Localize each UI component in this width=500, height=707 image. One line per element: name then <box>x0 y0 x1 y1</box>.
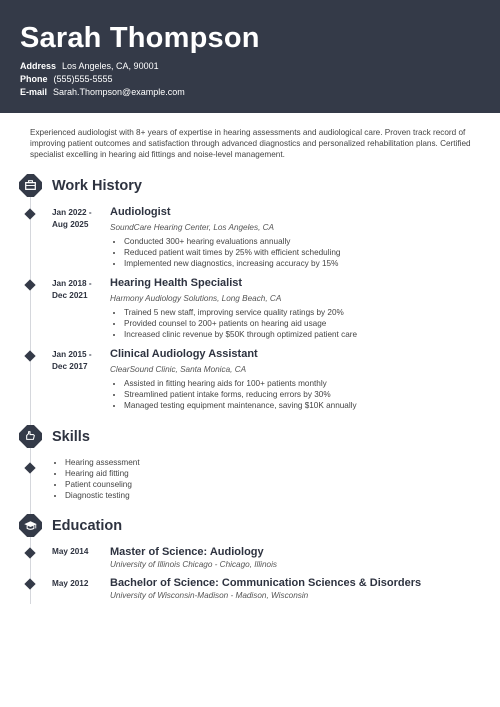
job-title: Clinical Audiology Assistant <box>110 348 258 360</box>
job-date-start: Jan 2022 - <box>52 208 92 217</box>
address-value: Los Angeles, CA, 90001 <box>62 61 159 71</box>
timeline-marker <box>24 350 35 361</box>
job-date-start: Jan 2018 - <box>52 279 92 288</box>
education-school: University of Illinois Chicago - Chicago, Illinois <box>110 560 278 569</box>
email-label: E-mail <box>20 87 48 97</box>
job-company: Harmony Audiology Solutions, Long Beach, CA <box>110 294 282 303</box>
phone-label: Phone <box>20 74 48 84</box>
email-value: Sarah.Thompson@example.com <box>53 87 185 97</box>
job-title: Hearing Health Specialist <box>110 277 243 289</box>
job-date <box>52 278 102 302</box>
contact-email <box>20 86 185 98</box>
job-bullet: • Provided counsel to 200+ patients on hearing aid usage <box>124 318 357 329</box>
contact-address <box>20 60 159 72</box>
job-company: ClearSound Clinic, Santa Monica, CA <box>110 365 247 374</box>
job-bullet: • Managed testing equipment maintenance, saving $10K annually <box>124 400 357 411</box>
education-degree: Master of Science: Audiology <box>110 546 264 558</box>
job-bullet: • Increased clinic revenue by $50K through optimized patient care <box>124 329 357 340</box>
briefcase-icon <box>19 174 42 197</box>
timeline-marker <box>24 462 35 473</box>
contact-phone <box>20 73 113 85</box>
job-date-end: Dec 2021 <box>52 291 88 300</box>
education-date: May 2012 <box>52 579 89 588</box>
skills-heading: Skills <box>52 429 90 445</box>
job-date-end: Dec 2017 <box>52 362 88 371</box>
work-history-heading: Work History <box>52 178 142 194</box>
education-school: University of Wisconsin-Madison - Madison, Wisconsin <box>110 591 309 600</box>
timeline-marker <box>24 547 35 558</box>
job-bullet: • Streamlined patient intake forms, reducing errors by 30% <box>124 389 357 400</box>
job-bullets <box>110 236 341 270</box>
timeline-marker <box>24 578 35 589</box>
education-heading: Education <box>52 518 123 534</box>
job-company: SoundCare Hearing Center, Los Angeles, CA <box>110 223 274 232</box>
skill-item: • Patient counseling <box>65 479 140 490</box>
job-bullet: • Assisted in fitting hearing aids for 100+ patients monthly <box>124 378 357 389</box>
job-bullet: • Reduced patient wait times by 25% with efficient scheduling <box>124 247 341 258</box>
job-title: Audiologist <box>110 206 171 218</box>
timeline-marker <box>24 279 35 290</box>
skill-item: • Diagnostic testing <box>65 490 140 501</box>
job-date <box>52 349 102 373</box>
job-bullets <box>110 307 357 341</box>
job-date <box>52 207 102 231</box>
job-bullet: • Conducted 300+ hearing evaluations annually <box>124 236 341 247</box>
education-degree: Bachelor of Science: Communication Sciences & Disorders <box>110 577 422 589</box>
hand-icon <box>19 425 42 448</box>
job-date-start: Jan 2015 - <box>52 350 92 359</box>
resume-header <box>0 0 500 113</box>
address-label: Address <box>20 61 57 71</box>
job-bullet: • Trained 5 new staff, improving service quality ratings by 20% <box>124 307 357 318</box>
phone-value: (555)555-5555 <box>53 74 113 84</box>
education-date: May 2014 <box>52 547 89 556</box>
skill-item: • Hearing aid fitting <box>65 468 140 479</box>
timeline-marker <box>24 208 35 219</box>
timeline-line <box>30 194 31 604</box>
skill-item: • Hearing assessment <box>65 457 140 468</box>
job-date-end: Aug 2025 <box>52 220 89 229</box>
professional-summary: Experienced audiologist with 8+ years of expertise in hearing assessments and audiological care. Proven track record of improving patient outcomes and satisfaction through advanced diagnostics and personalized rehabilitation plans. Certified specialist excelling in hearing aid fittings and noise-level management. <box>30 128 471 159</box>
job-bullet: • Implemented new diagnostics, increasing accuracy by 15% <box>124 258 341 269</box>
skills-list <box>52 457 140 501</box>
job-bullets <box>110 378 357 412</box>
candidate-name: Sarah Thompson <box>20 22 260 54</box>
graduation-cap-icon <box>19 514 42 537</box>
